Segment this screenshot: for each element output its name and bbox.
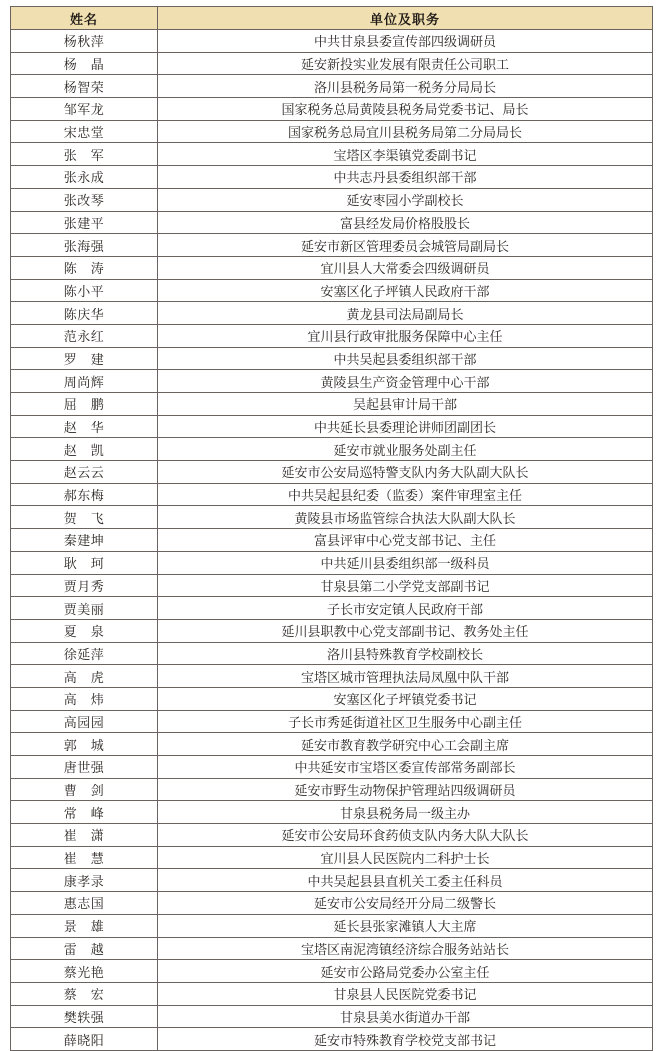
unit-position-cell: 中共吴起县委组织部干部 <box>158 347 653 370</box>
table-row <box>11 302 653 325</box>
person-name-cell: 杨 晶 <box>11 52 158 75</box>
person-name-cell: 秦建坤 <box>11 529 158 552</box>
person-name-cell: 崔 潇 <box>11 824 158 847</box>
unit-position-cell: 延安市野生动物保护管理站四级调研员 <box>158 778 653 801</box>
unit-position-cell: 黄陵县生产资金管理中心干部 <box>158 370 653 393</box>
table-row <box>11 619 653 642</box>
person-name-cell: 常 峰 <box>11 801 158 824</box>
person-name-cell: 雷 越 <box>11 937 158 960</box>
person-name-cell: 张改琴 <box>11 188 158 211</box>
table-row <box>11 483 653 506</box>
person-name-cell: 高 炜 <box>11 687 158 710</box>
table-row <box>11 846 653 869</box>
table-row <box>11 324 653 347</box>
table-row <box>11 506 653 529</box>
table-row <box>11 574 653 597</box>
unit-position-cell: 洛川县特殊教育学校副校长 <box>158 642 653 665</box>
person-name-cell: 唐世强 <box>11 756 158 779</box>
table-row <box>11 914 653 937</box>
table-row <box>11 529 653 552</box>
unit-position-cell: 中共延安市宝塔区委宣传部常务副部长 <box>158 756 653 779</box>
person-name-cell: 屈 鹏 <box>11 393 158 416</box>
person-name-cell: 张海强 <box>11 234 158 257</box>
table-row <box>11 143 653 166</box>
unit-position-cell: 中共延长县委理论讲师团副团长 <box>158 415 653 438</box>
unit-position-cell: 国家税务总局宜川县税务局第二分局局长 <box>158 120 653 143</box>
person-name-cell: 高园园 <box>11 710 158 733</box>
person-name-cell: 薛晓阳 <box>11 1028 158 1051</box>
table-row <box>11 279 653 302</box>
table-row <box>11 188 653 211</box>
person-name-cell: 杨秋萍 <box>11 30 158 53</box>
person-name-cell: 景 雄 <box>11 914 158 937</box>
unit-position-cell: 富县评审中心党支部书记、主任 <box>158 529 653 552</box>
table-header-row <box>11 7 653 30</box>
person-name-cell: 陈小平 <box>11 279 158 302</box>
person-name-cell: 惠志国 <box>11 892 158 915</box>
unit-position-cell: 甘泉县美水街道办干部 <box>158 1005 653 1028</box>
unit-position-cell: 中共志丹县委组织部干部 <box>158 166 653 189</box>
table-row <box>11 665 653 688</box>
unit-position-cell: 延安市公安局经开分局二级警长 <box>158 892 653 915</box>
person-name-cell: 赵 凯 <box>11 438 158 461</box>
person-name-cell: 罗 建 <box>11 347 158 370</box>
unit-position-cell: 富县经发局价格股股长 <box>158 211 653 234</box>
person-name-cell: 赵云云 <box>11 461 158 484</box>
unit-position-cell: 国家税务总局黄陵县税务局党委书记、局长 <box>158 98 653 121</box>
table-row <box>11 370 653 393</box>
table-row <box>11 211 653 234</box>
person-name-cell: 康孝录 <box>11 869 158 892</box>
unit-position-cell: 延安市公安局环食药侦支队内务大队大队长 <box>158 824 653 847</box>
unit-position-cell: 延安枣园小学副校长 <box>158 188 653 211</box>
table-row <box>11 597 653 620</box>
unit-position-cell: 宝塔区城市管理执法局凤凰中队干部 <box>158 665 653 688</box>
person-name-cell: 郭 城 <box>11 733 158 756</box>
person-name-cell: 蔡 宏 <box>11 982 158 1005</box>
unit-position-cell: 延安新投实业发展有限责任公司职工 <box>158 52 653 75</box>
person-name-cell: 樊轶强 <box>11 1005 158 1028</box>
honor-roll-table-wrapper <box>10 6 652 1051</box>
table-row <box>11 756 653 779</box>
table-row <box>11 551 653 574</box>
unit-position-cell: 甘泉县人民医院党委书记 <box>158 982 653 1005</box>
table-row <box>11 801 653 824</box>
unit-position-cell: 吴起县审计局干部 <box>158 393 653 416</box>
unit-position-cell: 延安市特殊教育学校党支部书记 <box>158 1028 653 1051</box>
unit-position-cell: 中共甘泉县委宣传部四级调研员 <box>158 30 653 53</box>
table-row <box>11 75 653 98</box>
unit-position-cell: 中共吴起县纪委（监委）案件审理室主任 <box>158 483 653 506</box>
person-name-cell: 宋忠堂 <box>11 120 158 143</box>
unit-position-cell: 安塞区化子坪镇党委书记 <box>158 687 653 710</box>
unit-position-cell: 子长市秀延街道社区卫生服务中心副主任 <box>158 710 653 733</box>
unit-position-cell: 延安市新区管理委员会城管局副局长 <box>158 234 653 257</box>
table-row <box>11 982 653 1005</box>
unit-position-cell: 延安市公安局巡特警支队内务大队副大队长 <box>158 461 653 484</box>
honor-roll-table <box>10 6 653 1051</box>
unit-position-cell: 宜川县行政审批服务保障中心主任 <box>158 324 653 347</box>
unit-position-cell: 延安市教育教学研究中心工会副主席 <box>158 733 653 756</box>
unit-position-cell: 宝塔区李渠镇党委副书记 <box>158 143 653 166</box>
table-row <box>11 892 653 915</box>
table-row <box>11 415 653 438</box>
table-row <box>11 234 653 257</box>
unit-position-cell: 宝塔区南泥湾镇经济综合服务站站长 <box>158 937 653 960</box>
unit-position-cell: 中共延川县委组织部一级科员 <box>158 551 653 574</box>
person-name-cell: 贺 飞 <box>11 506 158 529</box>
table-row <box>11 438 653 461</box>
person-name-cell: 蔡光艳 <box>11 960 158 983</box>
table-row <box>11 120 653 143</box>
person-name-cell: 范永红 <box>11 324 158 347</box>
table-row <box>11 710 653 733</box>
unit-position-cell: 洛川县税务局第一税务分局局长 <box>158 75 653 98</box>
unit-position-cell: 延长县张家滩镇人大主席 <box>158 914 653 937</box>
person-name-cell: 张永成 <box>11 166 158 189</box>
unit-position-cell: 子长市安定镇人民政府干部 <box>158 597 653 620</box>
column-header-name: 姓名 <box>11 7 158 30</box>
table-row <box>11 98 653 121</box>
table-row <box>11 166 653 189</box>
table-row <box>11 347 653 370</box>
table-row <box>11 869 653 892</box>
table-row <box>11 1028 653 1051</box>
table-row <box>11 960 653 983</box>
person-name-cell: 曹 剑 <box>11 778 158 801</box>
unit-position-cell: 黄龙县司法局副局长 <box>158 302 653 325</box>
person-name-cell: 邹军龙 <box>11 98 158 121</box>
person-name-cell: 贾美丽 <box>11 597 158 620</box>
table-row <box>11 642 653 665</box>
table-row <box>11 778 653 801</box>
unit-position-cell: 延川县职教中心党支部副书记、教务处主任 <box>158 619 653 642</box>
person-name-cell: 杨智荣 <box>11 75 158 98</box>
table-row <box>11 256 653 279</box>
unit-position-cell: 宜川县人大常委会四级调研员 <box>158 256 653 279</box>
unit-position-cell: 甘泉县税务局一级主办 <box>158 801 653 824</box>
unit-position-cell: 黄陵县市场监管综合执法大队副大队长 <box>158 506 653 529</box>
person-name-cell: 高 虎 <box>11 665 158 688</box>
table-row <box>11 30 653 53</box>
person-name-cell: 耿 珂 <box>11 551 158 574</box>
table-row <box>11 937 653 960</box>
unit-position-cell: 甘泉县第二小学党支部副书记 <box>158 574 653 597</box>
table-row <box>11 52 653 75</box>
person-name-cell: 周尚辉 <box>11 370 158 393</box>
table-row <box>11 824 653 847</box>
column-header-post: 单位及职务 <box>158 7 653 30</box>
person-name-cell: 张 军 <box>11 143 158 166</box>
table-body <box>11 30 653 1051</box>
table-row <box>11 733 653 756</box>
table-row <box>11 393 653 416</box>
table-row <box>11 1005 653 1028</box>
table-row <box>11 461 653 484</box>
unit-position-cell: 延安市公路局党委办公室主任 <box>158 960 653 983</box>
person-name-cell: 崔 慧 <box>11 846 158 869</box>
person-name-cell: 郝东梅 <box>11 483 158 506</box>
person-name-cell: 赵 华 <box>11 415 158 438</box>
person-name-cell: 贾月秀 <box>11 574 158 597</box>
unit-position-cell: 中共吴起县县直机关工委主任科员 <box>158 869 653 892</box>
unit-position-cell: 安塞区化子坪镇人民政府干部 <box>158 279 653 302</box>
person-name-cell: 陈 涛 <box>11 256 158 279</box>
person-name-cell: 陈庆华 <box>11 302 158 325</box>
person-name-cell: 徐延萍 <box>11 642 158 665</box>
person-name-cell: 张建平 <box>11 211 158 234</box>
unit-position-cell: 宜川县人民医院内二科护士长 <box>158 846 653 869</box>
person-name-cell: 夏 泉 <box>11 619 158 642</box>
unit-position-cell: 延安市就业服务处副主任 <box>158 438 653 461</box>
table-row <box>11 687 653 710</box>
